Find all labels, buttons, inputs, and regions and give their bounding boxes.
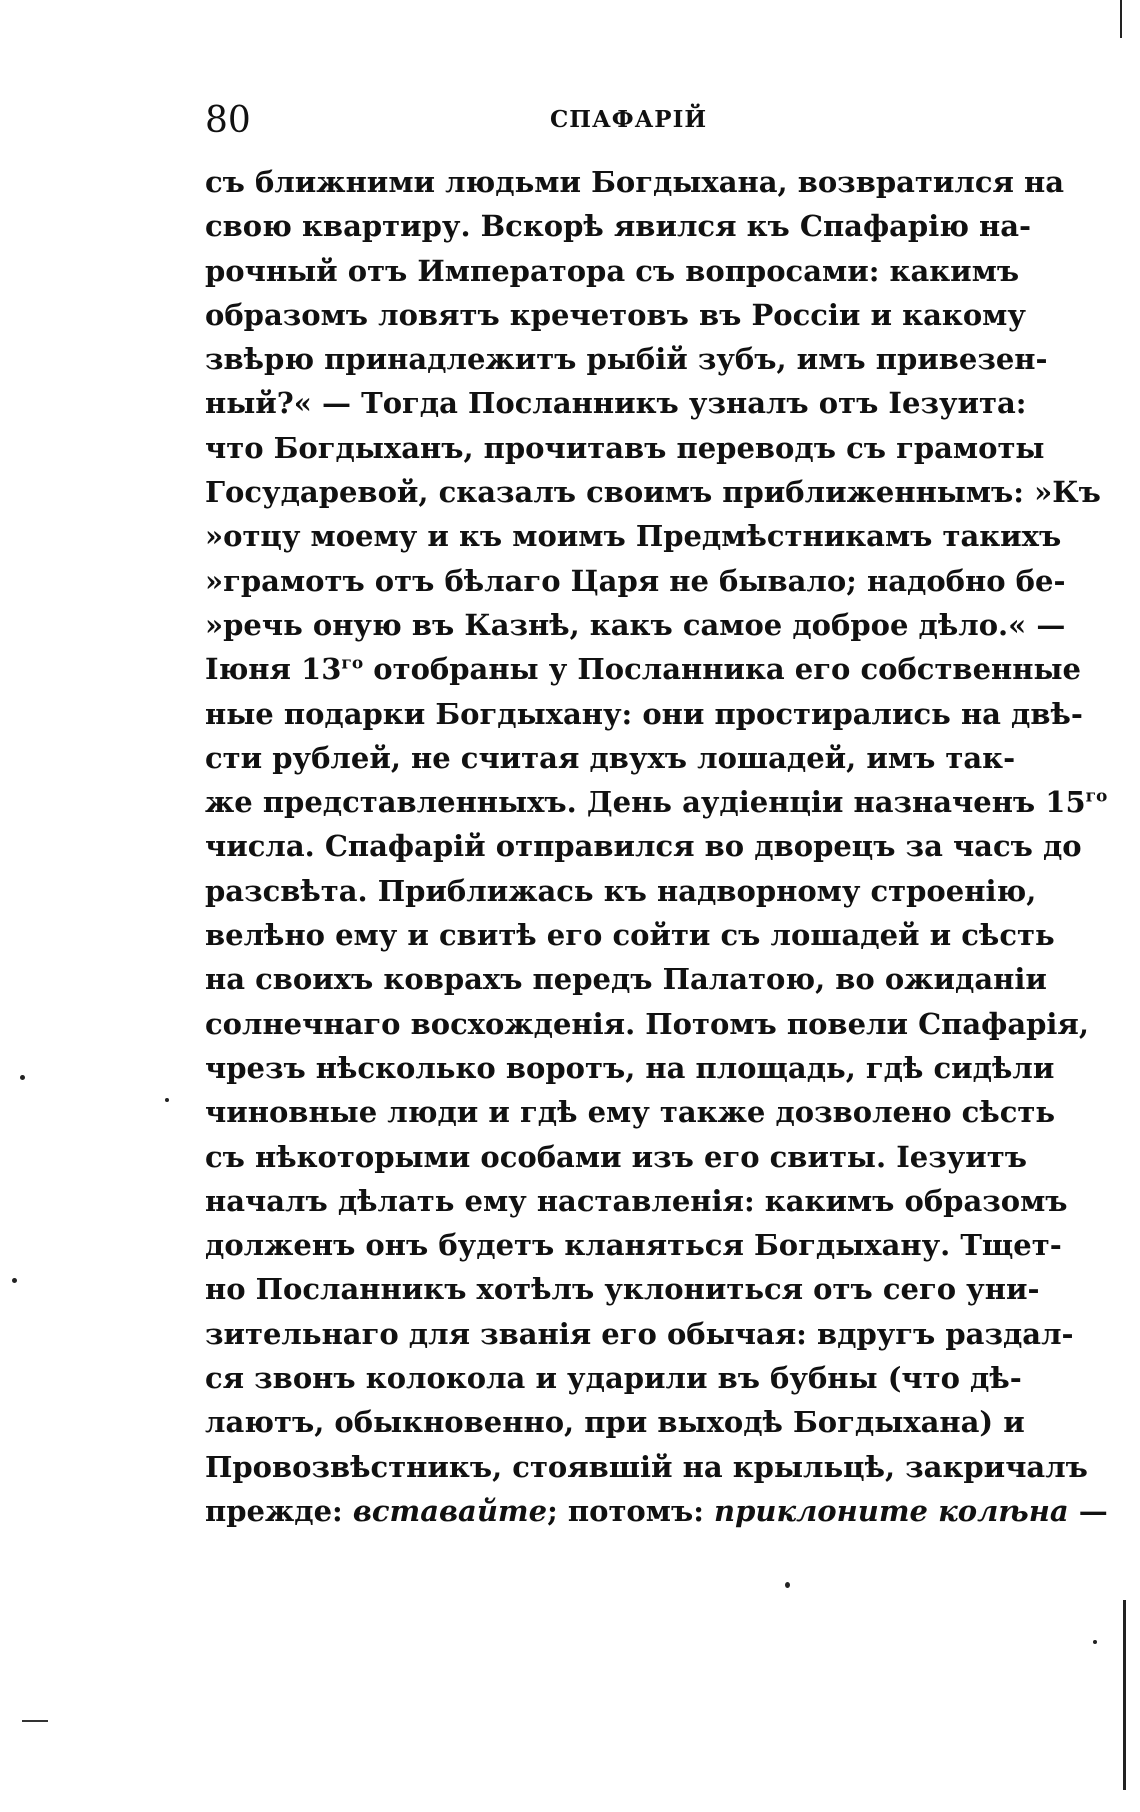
text-line: ный?« — Тогда Посланникъ узналъ отъ Іезуита:	[205, 386, 1027, 421]
text-line: на своихъ коврахъ передъ Палатою, во ожиданіи	[205, 962, 1047, 997]
text-line: лаютъ, обыкновенно, при выходѣ Богдыхана) и	[205, 1405, 1025, 1440]
text-segment: ; потомъ:	[547, 1493, 714, 1528]
text-line: ные подарки Богдыхану: они простирались на двѣ-	[205, 696, 1083, 731]
text-line: долженъ онъ будетъ кланяться Богдыхану. Тщет-	[205, 1228, 1062, 1263]
text-line: числа. Спафарій отправился во дворецъ за часъ до	[205, 829, 1082, 864]
text-line: звѣрю принадлежитъ рыбій зубъ, имъ привезен-	[205, 342, 1048, 377]
text-line: рочный отъ Императора съ вопросами: какимъ	[205, 253, 1020, 288]
text-line: велѣно ему и свитѣ его сойти съ лошадей и сѣсть	[205, 918, 1055, 953]
scan-edge-mark	[1120, 0, 1122, 38]
superscript: го	[1085, 786, 1108, 807]
text-line: Государевой, сказалъ своимъ приближеннымъ: »Къ	[205, 475, 1101, 510]
scan-speck	[12, 1278, 17, 1283]
scan-speck	[165, 1098, 169, 1102]
text-line: началъ дѣлать ему наставленія: какимъ образомъ	[205, 1183, 1068, 1218]
text-segment: прежде:	[205, 1493, 353, 1528]
text-line: чиновные люди и гдѣ ему также дозволено сѣсть	[205, 1095, 1056, 1130]
scan-edge-mark	[1123, 1600, 1126, 1790]
superscript: го	[341, 653, 364, 674]
text-line: »грамотъ отъ бѣлаго Царя не бывало; надобно бе-	[205, 563, 1066, 598]
running-head: СПАФАРІЙ	[550, 106, 708, 133]
text-line: образомъ ловятъ кречетовъ въ Россіи и какому	[205, 297, 1026, 332]
scan-speck	[20, 1075, 25, 1080]
body-text	[205, 160, 1108, 1533]
text-line: сти рублей, не считая двухъ лошадей, имъ так-	[205, 740, 1016, 775]
text-line: но Посланникъ хотѣлъ уклониться отъ сего уни-	[205, 1272, 1040, 1307]
text-segment: Іюня 13	[205, 652, 342, 687]
text-line: ся звонъ колокола и ударили въ бубны (что дѣ-	[205, 1361, 1022, 1396]
text-line-with-superscript	[205, 780, 1108, 824]
text-segment: же представленныхъ. День аудіенціи назначенъ 15	[205, 785, 1086, 820]
text-line: свою квартиру. Вскорѣ явился къ Спафарію на-	[205, 209, 1032, 244]
text-line-with-superscript	[205, 647, 1082, 691]
text-line: »отцу моему и къ моимъ Предмѣстникамъ такихъ	[205, 519, 1062, 554]
text-line: Провозвѣстникъ, стоявшій на крыльцѣ, закричалъ	[205, 1449, 1088, 1484]
text-segment: отобраны у Посланника его собственные	[363, 652, 1082, 687]
scan-dash-mark	[22, 1720, 48, 1722]
page-number: 80	[205, 100, 251, 141]
text-line: съ ближними людьми Богдыхана, возвратился на	[205, 165, 1065, 199]
text-line: чрезъ нѣсколько воротъ, на площадь, гдѣ сидѣли	[205, 1050, 1055, 1085]
text-line-last	[205, 1489, 1108, 1533]
text-line: разсвѣта. Приближась къ надворному строенію,	[205, 873, 1037, 908]
text-line: »речь оную въ Казнѣ, какъ самое доброе дѣло.« —	[205, 607, 1066, 642]
scan-speck	[785, 1582, 790, 1588]
text-line: зительнаго для званія его обычая: вдругъ раздал-	[205, 1316, 1074, 1351]
text-line: съ нѣкоторыми особами изъ его свиты. Іезуитъ	[205, 1139, 1028, 1174]
text-segment: —	[1068, 1493, 1108, 1528]
text-line: солнечнаго восхожденія. Потомъ повели Спафарія,	[205, 1006, 1089, 1041]
scan-speck	[1093, 1640, 1097, 1644]
text-line: что Богдыханъ, прочитавъ переводъ съ грамоты	[205, 430, 1045, 465]
italic-segment: вставайте	[352, 1493, 548, 1528]
italic-segment: приклоните колѣна	[714, 1493, 1069, 1528]
